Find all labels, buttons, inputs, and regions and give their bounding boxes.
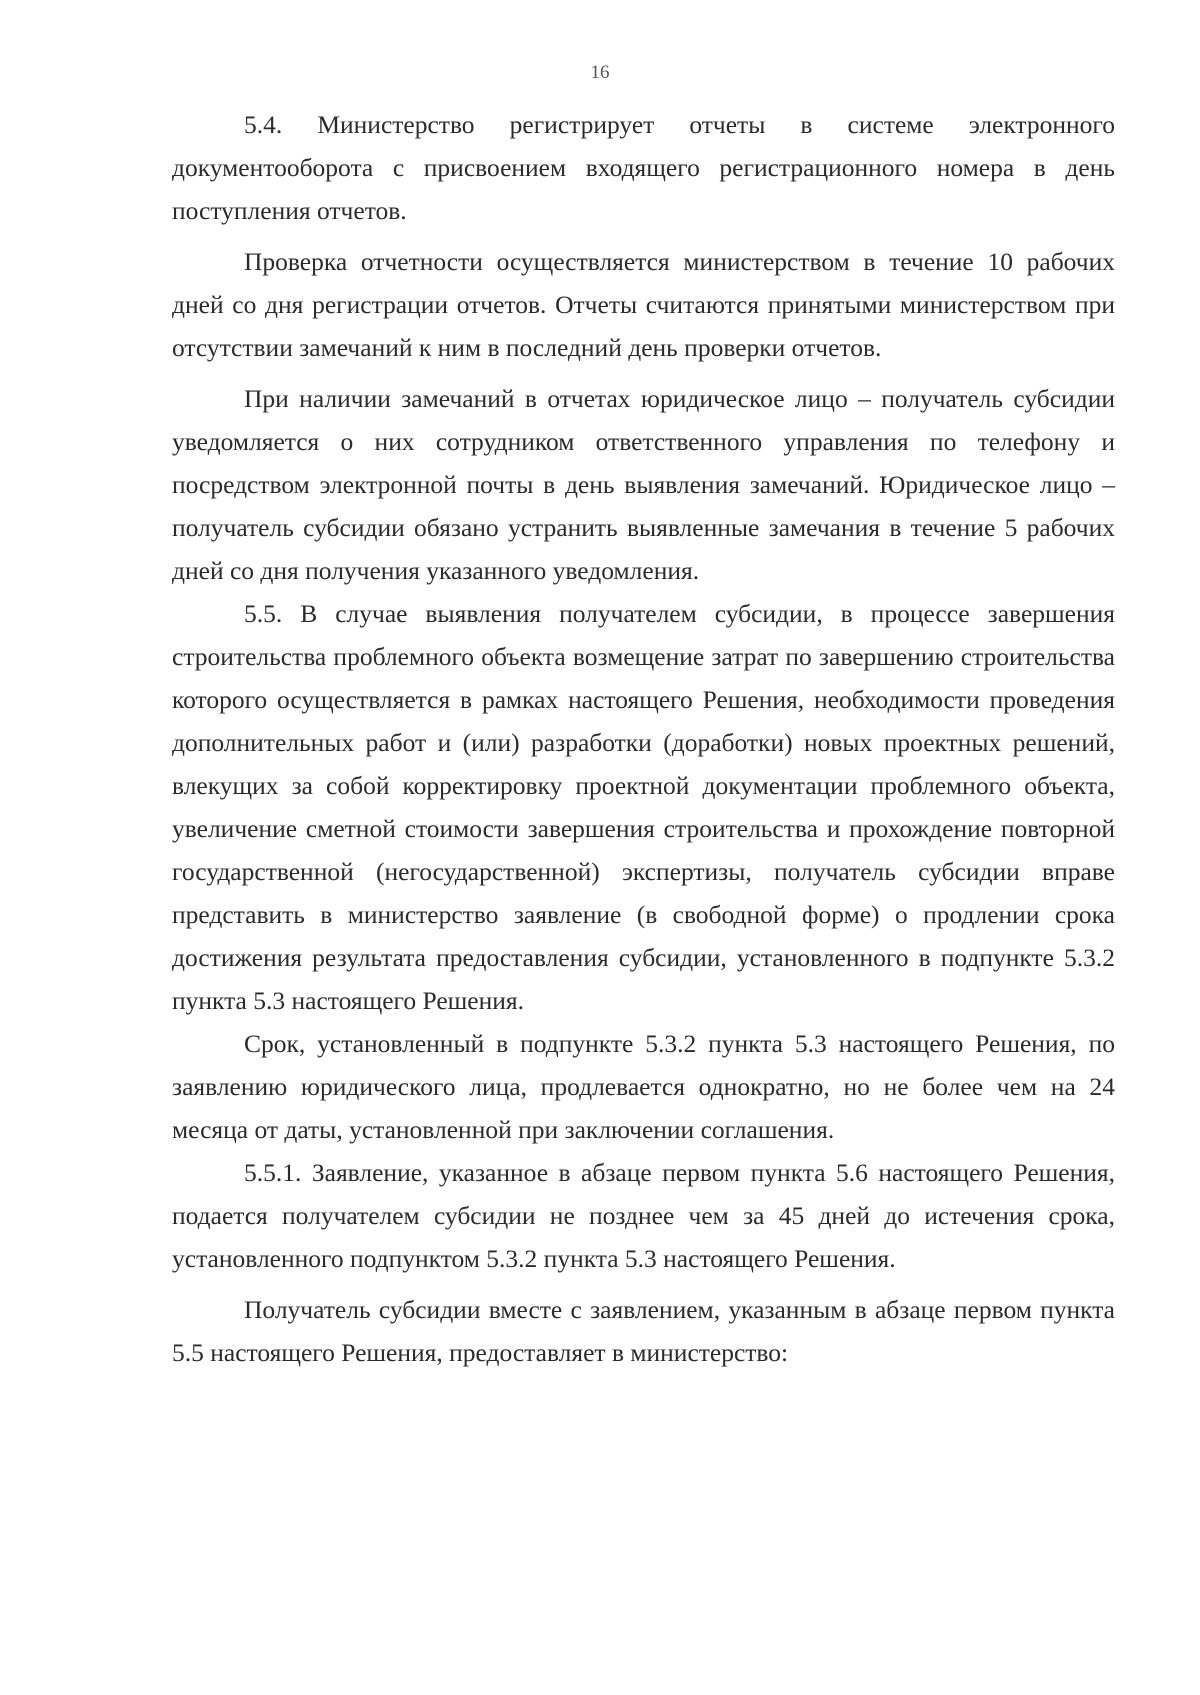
paragraph-5-4: 5.4. Министерство регистрирует отчеты в системе электронного документооборота с присвоением входящего регистрационного номера в день поступления отчетов. (172, 110, 1115, 225)
document-body (172, 103, 1115, 1374)
paragraph-term-extension: Срок, установленный в подпункте 5.3.2 пункта 5.3 настоящего Решения, по заявлению юридического лица, продлевается однократно, но не более чем на 24 месяца от даты, установленной при заключении соглашения. (172, 1029, 1115, 1144)
paragraph-recipient-provides: Получатель субсидии вместе с заявлением, указанным в абзаце первом пункта 5.5 настоящего Решения, предоставляет в министерство: (172, 1295, 1115, 1367)
paragraph-5-5: 5.5. В случае выявления получателем субсидии, в процессе завершения строительства проблемного объекта возмещение затрат по завершению строительства которого осуществляется в рамках настоящего Решения, необходимости проведения дополнительных работ и (или) разработки (доработки) новых проектных решений, влекущих за собой корректировку проектной документации проблемного объекта, увеличение сметной стоимости завершения строительства и прохождение повторной государственной (негосударственной) экспертизы, получатель субсидии вправе представить в министерство заявление (в свободной форме) о продлении срока достижения результата предоставления субсидии, установленного в подпункте 5.3.2 пункта 5.3 настоящего Решения. (172, 599, 1115, 1015)
paragraph-remarks: При наличии замечаний в отчетах юридическое лицо – получатель субсидии уведомляется о них сотрудником ответственного управления по телефону и посредством электронной почты в день выявления замечаний. Юридическое лицо – получатель субсидии обязано устранить выявленные замечания в течение 5 рабочих дней со дня получения указанного уведомления. (172, 384, 1115, 585)
paragraph-5-5-1: 5.5.1. Заявление, указанное в абзаце первом пункта 5.6 настоящего Решения, подается получателем субсидии не позднее чем за 45 дней до истечения срока, установленного подпунктом 5.3.2 пункта 5.3 настоящего Решения. (172, 1158, 1115, 1273)
page-number: 16 (590, 62, 610, 83)
paragraph-report-check: Проверка отчетности осуществляется министерством в течение 10 рабочих дней со дня регистрации отчетов. Отчеты считаются принятыми министерством при отсутствии замечаний к ним в последний день проверки отчетов. (172, 247, 1115, 362)
